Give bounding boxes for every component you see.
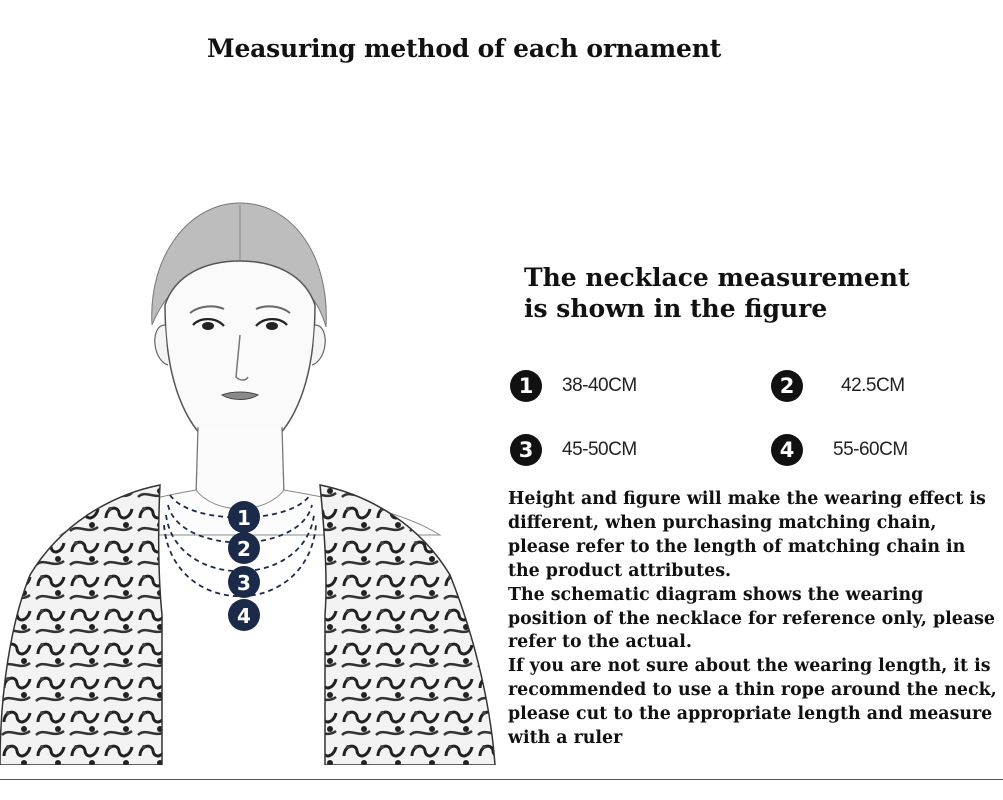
marker-label-3: 3 [237, 571, 251, 595]
size-item-4 [771, 434, 908, 466]
bottom-divider [0, 779, 1003, 780]
lace-jacket-right [320, 485, 495, 765]
size-value: 55-60CM [833, 439, 908, 460]
lace-jacket-left [0, 485, 162, 765]
subtitle-line-1: The necklace measurement [524, 263, 910, 292]
necklace-subtitle [524, 262, 910, 324]
size-list [508, 368, 948, 478]
size-item-2 [771, 370, 905, 402]
size-number-icon: 2 [771, 370, 803, 402]
note-paragraph-2: The schematic diagram shows the wearing position of the necklace for reference only, please refer to the actual. [508, 584, 995, 653]
size-value: 42.5CM [841, 375, 905, 396]
size-number-icon: 1 [510, 370, 542, 402]
marker-label-1: 1 [237, 506, 251, 530]
size-value: 45-50CM [562, 439, 637, 460]
marker-4 [228, 599, 260, 631]
marker-label-2: 2 [237, 537, 251, 561]
measurement-note [508, 488, 998, 751]
size-number-icon: 3 [510, 434, 542, 466]
size-number-icon: 4 [771, 434, 803, 466]
subtitle-line-2: is shown in the figure [524, 294, 828, 323]
size-value: 38-40CM [562, 375, 637, 396]
size-item-1 [510, 370, 637, 402]
size-item-3 [510, 434, 637, 466]
note-paragraph-3: If you are not sure about the wearing length, it is recommended to use a thin rope around the neck, please cut to the appropriate length and measure with a ruler [508, 656, 997, 749]
page-title: Measuring method of each ornament [207, 34, 722, 63]
marker-1 [228, 501, 260, 533]
note-paragraph-1: Height and figure will make the wearing effect is different, when purchasing matching chain, please refer to the length of matching chain in the product attributes. [508, 489, 986, 581]
neck-shape [196, 427, 284, 510]
marker-2 [228, 532, 260, 564]
marker-label-4: 4 [237, 604, 251, 628]
marker-3 [228, 566, 260, 598]
necklace-figure-illustration [0, 195, 500, 765]
